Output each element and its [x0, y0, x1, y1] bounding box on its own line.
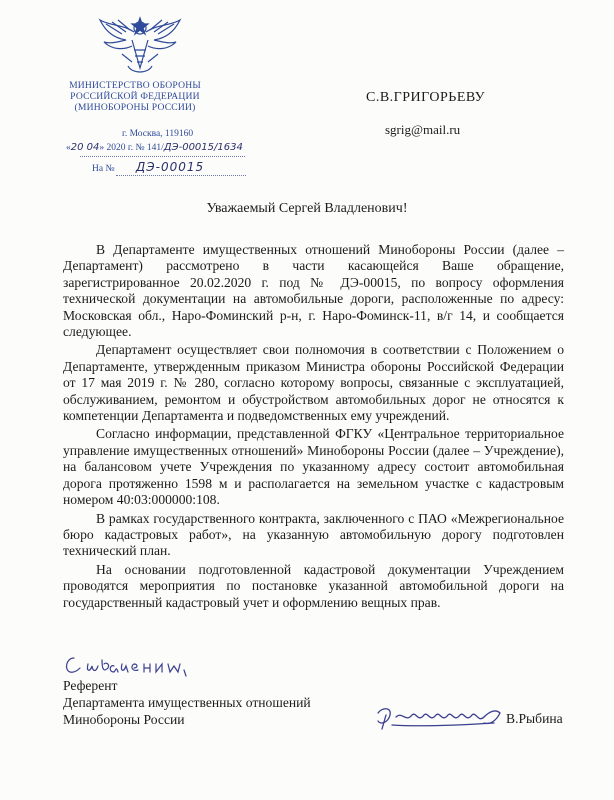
signatory-title	[63, 677, 311, 728]
org-line: РОССИЙСКОЙ ФЕДЕРАЦИИ	[70, 91, 200, 102]
body-paragraph: На основании подготовленной кадастровой документации Учреждением проводятся мероприятия по постановке указанной автомобильной дороги на государственный кадастровый учет и оформлению вещных прав.	[63, 561, 564, 610]
recipient-name: С.В.ГРИГОРЬЕВУ	[366, 90, 486, 105]
in-reply-label: На №	[92, 164, 115, 174]
signatory-line: Минобороны России	[63, 712, 185, 727]
recipient-email: sgrig@mail.ru	[385, 122, 461, 137]
body-paragraph: В рамках государственного контракта, заключенного с ПАО «Межрегиональное бюро кадастровых работ», на указанную автомобильную дорогу подготовлен технический план.	[63, 510, 564, 559]
in-reply-handwritten: ДЭ-00015	[135, 160, 205, 174]
ministry-emblem-icon	[92, 10, 188, 80]
org-line: (МИНОБОРОНЫ РОССИИ)	[74, 102, 196, 113]
ref-number-handwritten: ДЭ-00015/1634	[163, 142, 243, 153]
ref-number: 141/	[146, 143, 164, 153]
in-reply-reference	[92, 160, 204, 174]
org-line: МИНИСТЕРСТВО ОБОРОНЫ	[69, 80, 201, 91]
signature-icon	[372, 703, 507, 731]
body-paragraph: Департамент осуществляет свои полномочия в соответствии с Положением о Департаменте, утвержденным приказом Министра обороны Российской Федерации от 17 мая 2019 г. № 280, согласно которому вопросы, связанные с эксплуатацией, обслуживанием, ремонтом и обустройством автомобильных дорог не относятся к компетенции Департамента и подведомственных ему учреждений.	[63, 342, 564, 424]
ref-date: 20 04	[70, 142, 100, 153]
ref-underline	[80, 156, 245, 157]
signatory-line: Референт	[63, 678, 118, 693]
city-address: г. Москва, 119160	[122, 129, 194, 139]
body-paragraph: Согласно информации, представленной ФГКУ «Центральное территориальное управление имущественных отношений» Минобороны России (далее – Учреждение), на балансовом учете Учреждения по указанному адресу состоит автомобильная дорога протяженно 1598 м и располагается на земельном участке с кадастровым номером 40:03:000000:108.	[63, 426, 564, 508]
in-reply-underline	[116, 175, 246, 176]
body-paragraph: В Департаменте имущественных отношений Минобороны России (далее – Департамент) рассмотрено в части касающейся Ваше обращение, зарегистрированное 20.02.2020 г. под № ДЭ-00015, по вопросу оформления технической документации на автомобильные дороги, расположенные по адресу: Московская обл., Наро-Фоминский р-н, г. Наро-Фоминск-11, в/г 14, и сообщается следующее.	[63, 242, 564, 340]
ref-year: 2020 г. №	[106, 143, 145, 153]
ministry-name	[60, 80, 210, 113]
handwritten-closing	[60, 650, 220, 680]
letter-body	[63, 242, 564, 611]
signatory-line: Департамента имущественных отношений	[63, 695, 311, 710]
greeting: Уважаемый Сергей Владленович!	[206, 201, 408, 216]
outgoing-reference: «20 04» 2020 г. № 141/ДЭ-00015/1634	[66, 142, 243, 153]
signer-name: В.Рыбина	[506, 711, 563, 726]
